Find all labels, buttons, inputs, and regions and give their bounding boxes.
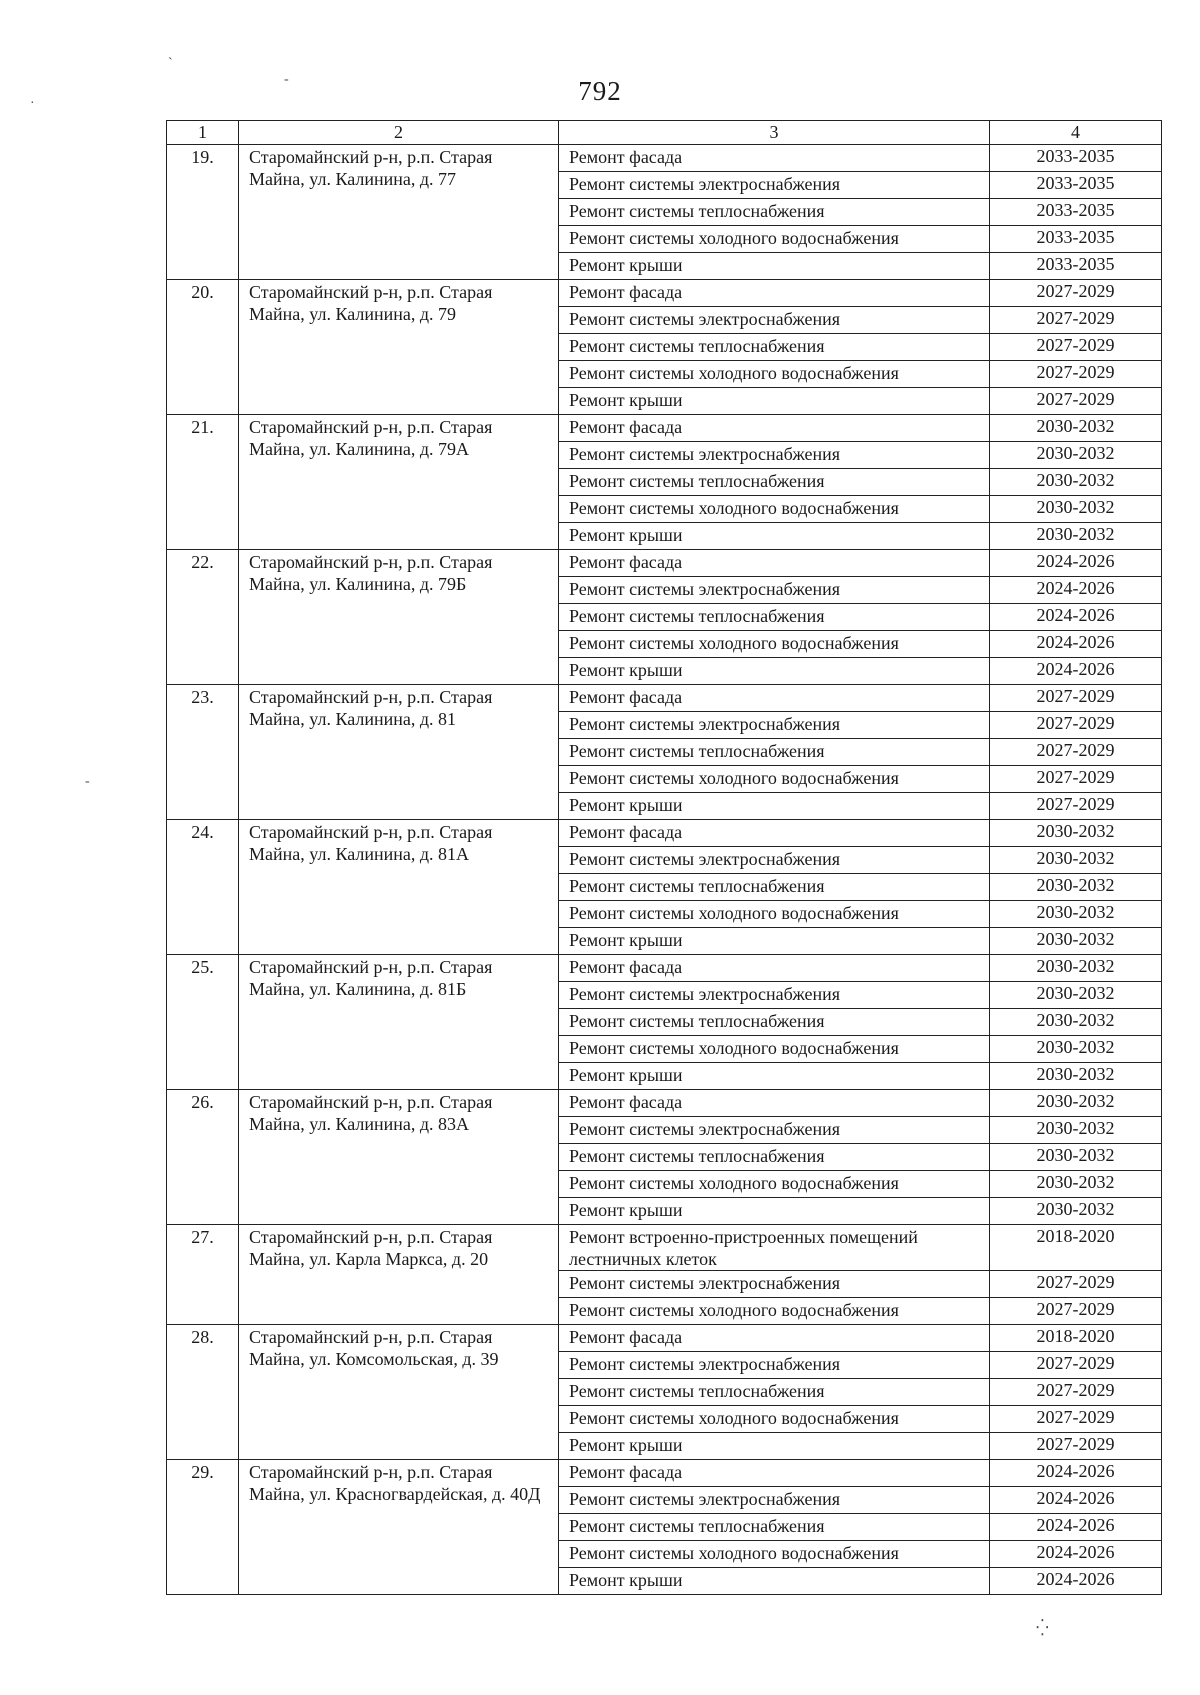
work-period: 2027-2029 (990, 712, 1162, 739)
work-period: 2027-2029 (990, 685, 1162, 712)
building-address: Старомайнский р-н, р.п. Старая Майна, ул. Калинина, д. 77 (239, 145, 559, 280)
work-type: Ремонт системы холодного водоснабжения (559, 1036, 990, 1063)
work-type: Ремонт системы теплоснабжения (559, 1144, 990, 1171)
building-address: Старомайнский р-н, р.п. Старая Майна, ул. Калинина, д. 81 (239, 685, 559, 820)
work-period: 2030-2032 (990, 1171, 1162, 1198)
table-row (167, 820, 1162, 847)
work-type: Ремонт системы теплоснабжения (559, 1514, 990, 1541)
work-type: Ремонт системы холодного водоснабжения (559, 766, 990, 793)
work-type: Ремонт системы холодного водоснабжения (559, 1541, 990, 1568)
building-address: Старомайнский р-н, р.п. Старая Майна, ул. Комсомольская, д. 39 (239, 1325, 559, 1460)
work-period: 2018-2020 (990, 1325, 1162, 1352)
work-type: Ремонт фасада (559, 1325, 990, 1352)
column-header-2: 2 (239, 121, 559, 145)
work-period: 2030-2032 (990, 901, 1162, 928)
work-type: Ремонт встроенно-пристроенных помещений лестничных клеток (559, 1225, 990, 1271)
work-type: Ремонт фасада (559, 415, 990, 442)
work-type: Ремонт системы электроснабжения (559, 1352, 990, 1379)
work-type: Ремонт системы теплоснабжения (559, 1009, 990, 1036)
building-address: Старомайнский р-н, р.п. Старая Майна, ул. Калинина, д. 79А (239, 415, 559, 550)
work-type: Ремонт фасада (559, 550, 990, 577)
work-period: 2024-2026 (990, 1514, 1162, 1541)
work-period: 2030-2032 (990, 955, 1162, 982)
column-header-3: 3 (559, 121, 990, 145)
work-type: Ремонт системы холодного водоснабжения (559, 496, 990, 523)
page-number: 792 (578, 76, 622, 106)
work-period: 2030-2032 (990, 415, 1162, 442)
work-type: Ремонт системы теплоснабжения (559, 334, 990, 361)
item-number: 25. (167, 955, 239, 1090)
work-period: 2030-2032 (990, 847, 1162, 874)
work-period: 2030-2032 (990, 523, 1162, 550)
work-period: 2027-2029 (990, 1379, 1162, 1406)
work-type: Ремонт системы теплоснабжения (559, 604, 990, 631)
item-number: 27. (167, 1225, 239, 1325)
work-period: 2018-2020 (990, 1225, 1162, 1271)
work-period: 2024-2026 (990, 604, 1162, 631)
work-period: 2033-2035 (990, 226, 1162, 253)
work-period: 2027-2029 (990, 334, 1162, 361)
work-type: Ремонт системы электроснабжения (559, 1487, 990, 1514)
work-period: 2027-2029 (990, 1433, 1162, 1460)
work-type: Ремонт фасада (559, 280, 990, 307)
item-number: 24. (167, 820, 239, 955)
work-type: Ремонт системы электроснабжения (559, 442, 990, 469)
work-type: Ремонт системы холодного водоснабжения (559, 1171, 990, 1198)
work-period: 2030-2032 (990, 1198, 1162, 1225)
table-row (167, 145, 1162, 172)
item-number: 23. (167, 685, 239, 820)
work-type: Ремонт системы теплоснабжения (559, 874, 990, 901)
work-type: Ремонт фасада (559, 1460, 990, 1487)
work-type: Ремонт крыши (559, 1063, 990, 1090)
work-type: Ремонт крыши (559, 658, 990, 685)
item-number: 26. (167, 1090, 239, 1225)
work-type: Ремонт системы электроснабжения (559, 1271, 990, 1298)
work-period: 2030-2032 (990, 1117, 1162, 1144)
work-type: Ремонт системы электроснабжения (559, 172, 990, 199)
building-address: Старомайнский р-н, р.п. Старая Майна, ул. Калинина, д. 79Б (239, 550, 559, 685)
work-period: 2027-2029 (990, 361, 1162, 388)
work-type: Ремонт системы теплоснабжения (559, 739, 990, 766)
table-header-row (167, 121, 1162, 145)
work-period: 2030-2032 (990, 1036, 1162, 1063)
work-period: 2030-2032 (990, 982, 1162, 1009)
item-number: 19. (167, 145, 239, 280)
scan-speck: ⁛ (1036, 1620, 1049, 1637)
item-number: 22. (167, 550, 239, 685)
building-address: Старомайнский р-н, р.п. Старая Майна, ул. Карла Маркса, д. 20 (239, 1225, 559, 1325)
table-body (167, 121, 1162, 1595)
work-type: Ремонт системы холодного водоснабжения (559, 361, 990, 388)
work-period: 2030-2032 (990, 469, 1162, 496)
building-address: Старомайнский р-н, р.п. Старая Майна, ул. Красногвардейская, д. 40Д (239, 1460, 559, 1595)
work-type: Ремонт фасада (559, 820, 990, 847)
work-type: Ремонт системы холодного водоснабжения (559, 901, 990, 928)
work-type: Ремонт фасада (559, 685, 990, 712)
work-period: 2030-2032 (990, 1063, 1162, 1090)
work-type: Ремонт крыши (559, 928, 990, 955)
item-number: 28. (167, 1325, 239, 1460)
work-type: Ремонт системы холодного водоснабжения (559, 631, 990, 658)
column-header-1: 1 (167, 121, 239, 145)
item-number: 20. (167, 280, 239, 415)
work-period: 2030-2032 (990, 1090, 1162, 1117)
work-period: 2027-2029 (990, 766, 1162, 793)
scan-speck: - (284, 72, 289, 87)
table-row (167, 1460, 1162, 1487)
work-period: 2027-2029 (990, 388, 1162, 415)
work-period: 2030-2032 (990, 1009, 1162, 1036)
work-type: Ремонт крыши (559, 793, 990, 820)
scan-speck: - (85, 774, 90, 789)
table-row (167, 685, 1162, 712)
work-period: 2024-2026 (990, 550, 1162, 577)
work-period: 2024-2026 (990, 631, 1162, 658)
work-type: Ремонт крыши (559, 523, 990, 550)
work-period: 2027-2029 (990, 1352, 1162, 1379)
work-period: 2024-2026 (990, 577, 1162, 604)
building-address: Старомайнский р-н, р.п. Старая Майна, ул. Калинина, д. 81Б (239, 955, 559, 1090)
building-address: Старомайнский р-н, р.п. Старая Майна, ул. Калинина, д. 83А (239, 1090, 559, 1225)
work-type: Ремонт фасада (559, 145, 990, 172)
column-header-4: 4 (990, 121, 1162, 145)
work-period: 2030-2032 (990, 1144, 1162, 1171)
table-row (167, 1225, 1162, 1271)
work-type: Ремонт фасада (559, 1090, 990, 1117)
work-type: Ремонт системы электроснабжения (559, 982, 990, 1009)
work-type: Ремонт системы теплоснабжения (559, 469, 990, 496)
table-row (167, 955, 1162, 982)
repair-schedule-table (166, 120, 1162, 1595)
work-period: 2027-2029 (990, 280, 1162, 307)
work-type: Ремонт крыши (559, 1433, 990, 1460)
table-row (167, 550, 1162, 577)
work-period: 2027-2029 (990, 307, 1162, 334)
table-row (167, 1090, 1162, 1117)
work-type: Ремонт крыши (559, 1198, 990, 1225)
work-period: 2024-2026 (990, 1487, 1162, 1514)
work-period: 2027-2029 (990, 1298, 1162, 1325)
work-period: 2033-2035 (990, 172, 1162, 199)
building-address: Старомайнский р-н, р.п. Старая Майна, ул. Калинина, д. 81А (239, 820, 559, 955)
work-type: Ремонт системы холодного водоснабжения (559, 1406, 990, 1433)
work-type: Ремонт системы электроснабжения (559, 1117, 990, 1144)
work-period: 2027-2029 (990, 1271, 1162, 1298)
work-period: 2027-2029 (990, 739, 1162, 766)
work-period: 2024-2026 (990, 1460, 1162, 1487)
work-period: 2030-2032 (990, 820, 1162, 847)
work-type: Ремонт системы холодного водоснабжения (559, 226, 990, 253)
work-type: Ремонт системы теплоснабжения (559, 199, 990, 226)
work-period: 2024-2026 (990, 1568, 1162, 1595)
work-period: 2030-2032 (990, 928, 1162, 955)
work-period: 2024-2026 (990, 658, 1162, 685)
table-row (167, 415, 1162, 442)
table-row (167, 1325, 1162, 1352)
work-period: 2030-2032 (990, 496, 1162, 523)
work-period: 2033-2035 (990, 199, 1162, 226)
work-period: 2027-2029 (990, 793, 1162, 820)
building-address: Старомайнский р-н, р.п. Старая Майна, ул. Калинина, д. 79 (239, 280, 559, 415)
work-period: 2027-2029 (990, 1406, 1162, 1433)
work-period: 2033-2035 (990, 253, 1162, 280)
work-type: Ремонт крыши (559, 388, 990, 415)
work-type: Ремонт крыши (559, 1568, 990, 1595)
work-type: Ремонт системы холодного водоснабжения (559, 1298, 990, 1325)
item-number: 21. (167, 415, 239, 550)
work-type: Ремонт системы электроснабжения (559, 712, 990, 739)
item-number: 29. (167, 1460, 239, 1595)
work-period: 2024-2026 (990, 1541, 1162, 1568)
work-type: Ремонт системы электроснабжения (559, 307, 990, 334)
work-type: Ремонт системы электроснабжения (559, 847, 990, 874)
table-row (167, 280, 1162, 307)
scan-speck: ˋ (168, 56, 173, 71)
work-type: Ремонт системы электроснабжения (559, 577, 990, 604)
work-type: Ремонт крыши (559, 253, 990, 280)
work-type: Ремонт фасада (559, 955, 990, 982)
scan-speck: · (30, 96, 35, 111)
work-period: 2030-2032 (990, 442, 1162, 469)
work-period: 2030-2032 (990, 874, 1162, 901)
work-type: Ремонт системы теплоснабжения (559, 1379, 990, 1406)
work-period: 2033-2035 (990, 145, 1162, 172)
